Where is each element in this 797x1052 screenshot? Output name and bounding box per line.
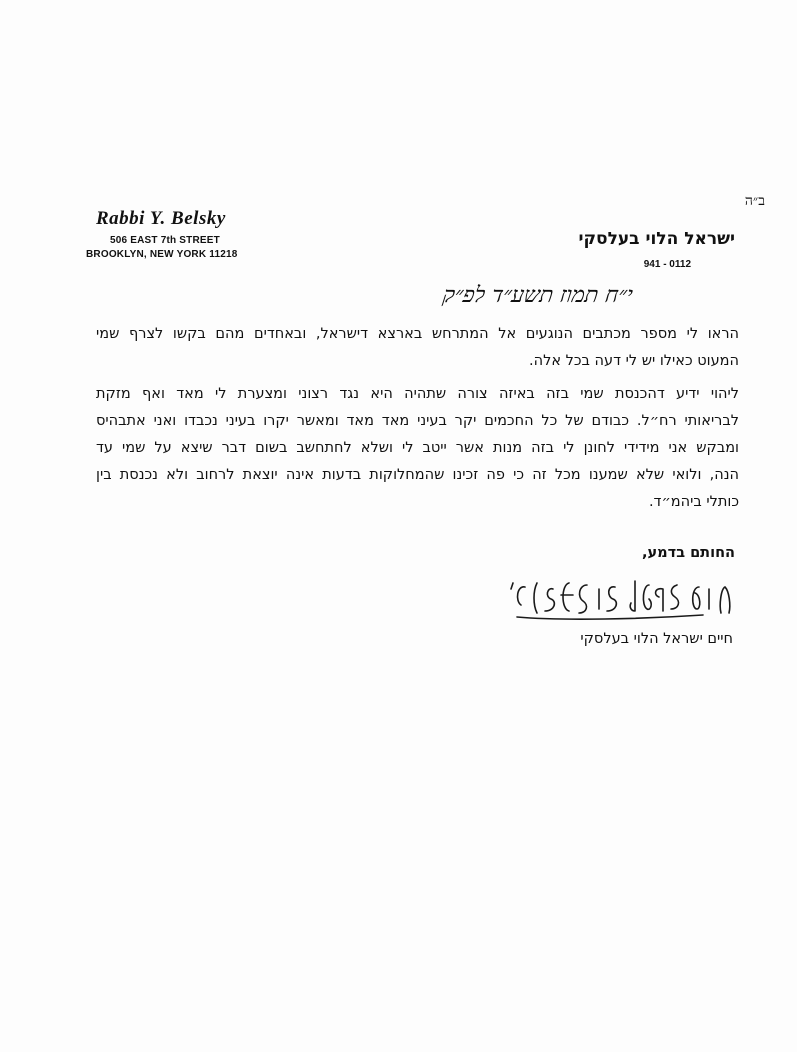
english-letterhead-street: 506 EAST 7th STREET: [110, 235, 220, 246]
paragraph-2-line: הנה, ולואי שלא שמענו מכל זה כי פה זכינו שהמחלוקות בדעות אינה יוצאת לרחוב ולא נכנסת בין: [96, 467, 739, 483]
english-letterhead-name: Rabbi Y. Belsky: [96, 208, 226, 229]
hebrew-letterhead-phone: 941 - 0112: [643, 259, 691, 270]
handwritten-date: י״ח תמוז תשע״ד לפ״ק: [440, 283, 634, 308]
hebrew-letterhead-name: ישראל הלוי בעלסקי: [578, 229, 735, 249]
hebrew-letterhead: [579, 229, 736, 270]
handwritten-signature: [503, 575, 733, 625]
closing-text: החותם בדמע,: [642, 545, 735, 561]
bh-header: ב״ה: [744, 194, 765, 209]
english-letterhead: [86, 208, 286, 262]
paragraph-1-line: המעוט כאילו יש לי דעה בכל אלה.: [529, 353, 739, 369]
paragraph-2-line: ומבקש אני מידידי לחונן לי בזה מנות אשר ייטב לי ושלא לחתחשב בשום דבר שיצא על שמי עד: [96, 440, 739, 456]
paragraph-2-line: כותלי ביהמ״ד.: [648, 494, 739, 510]
paragraph-1: [96, 321, 739, 375]
english-letterhead-city: BROOKLYN, NEW YORK 11218: [86, 249, 238, 260]
paragraph-2-line: ליהוי ידיע דהכנסת שמי בזה באיזה צורה שתהיה היא נגד רצוני ומצערת לי מאד ואף מזקת: [96, 386, 739, 402]
paragraph-2-line: לבריאותי רח״ל. כבודם של כל החכמים יקר בעיני מאד מאד ומאשר יקרו בעיני נכבדו ואני אתבהיס: [96, 413, 739, 429]
paragraph-1-line: הראו לי מספר מכתבים הנוגעים אל המתרחש בארצא דישראל, ובאחדים מהם בקשו לצרף שמי: [96, 326, 739, 342]
signed-name: חיים ישראל הלוי בעלסקי: [580, 631, 733, 647]
paragraph-2: [96, 381, 739, 516]
